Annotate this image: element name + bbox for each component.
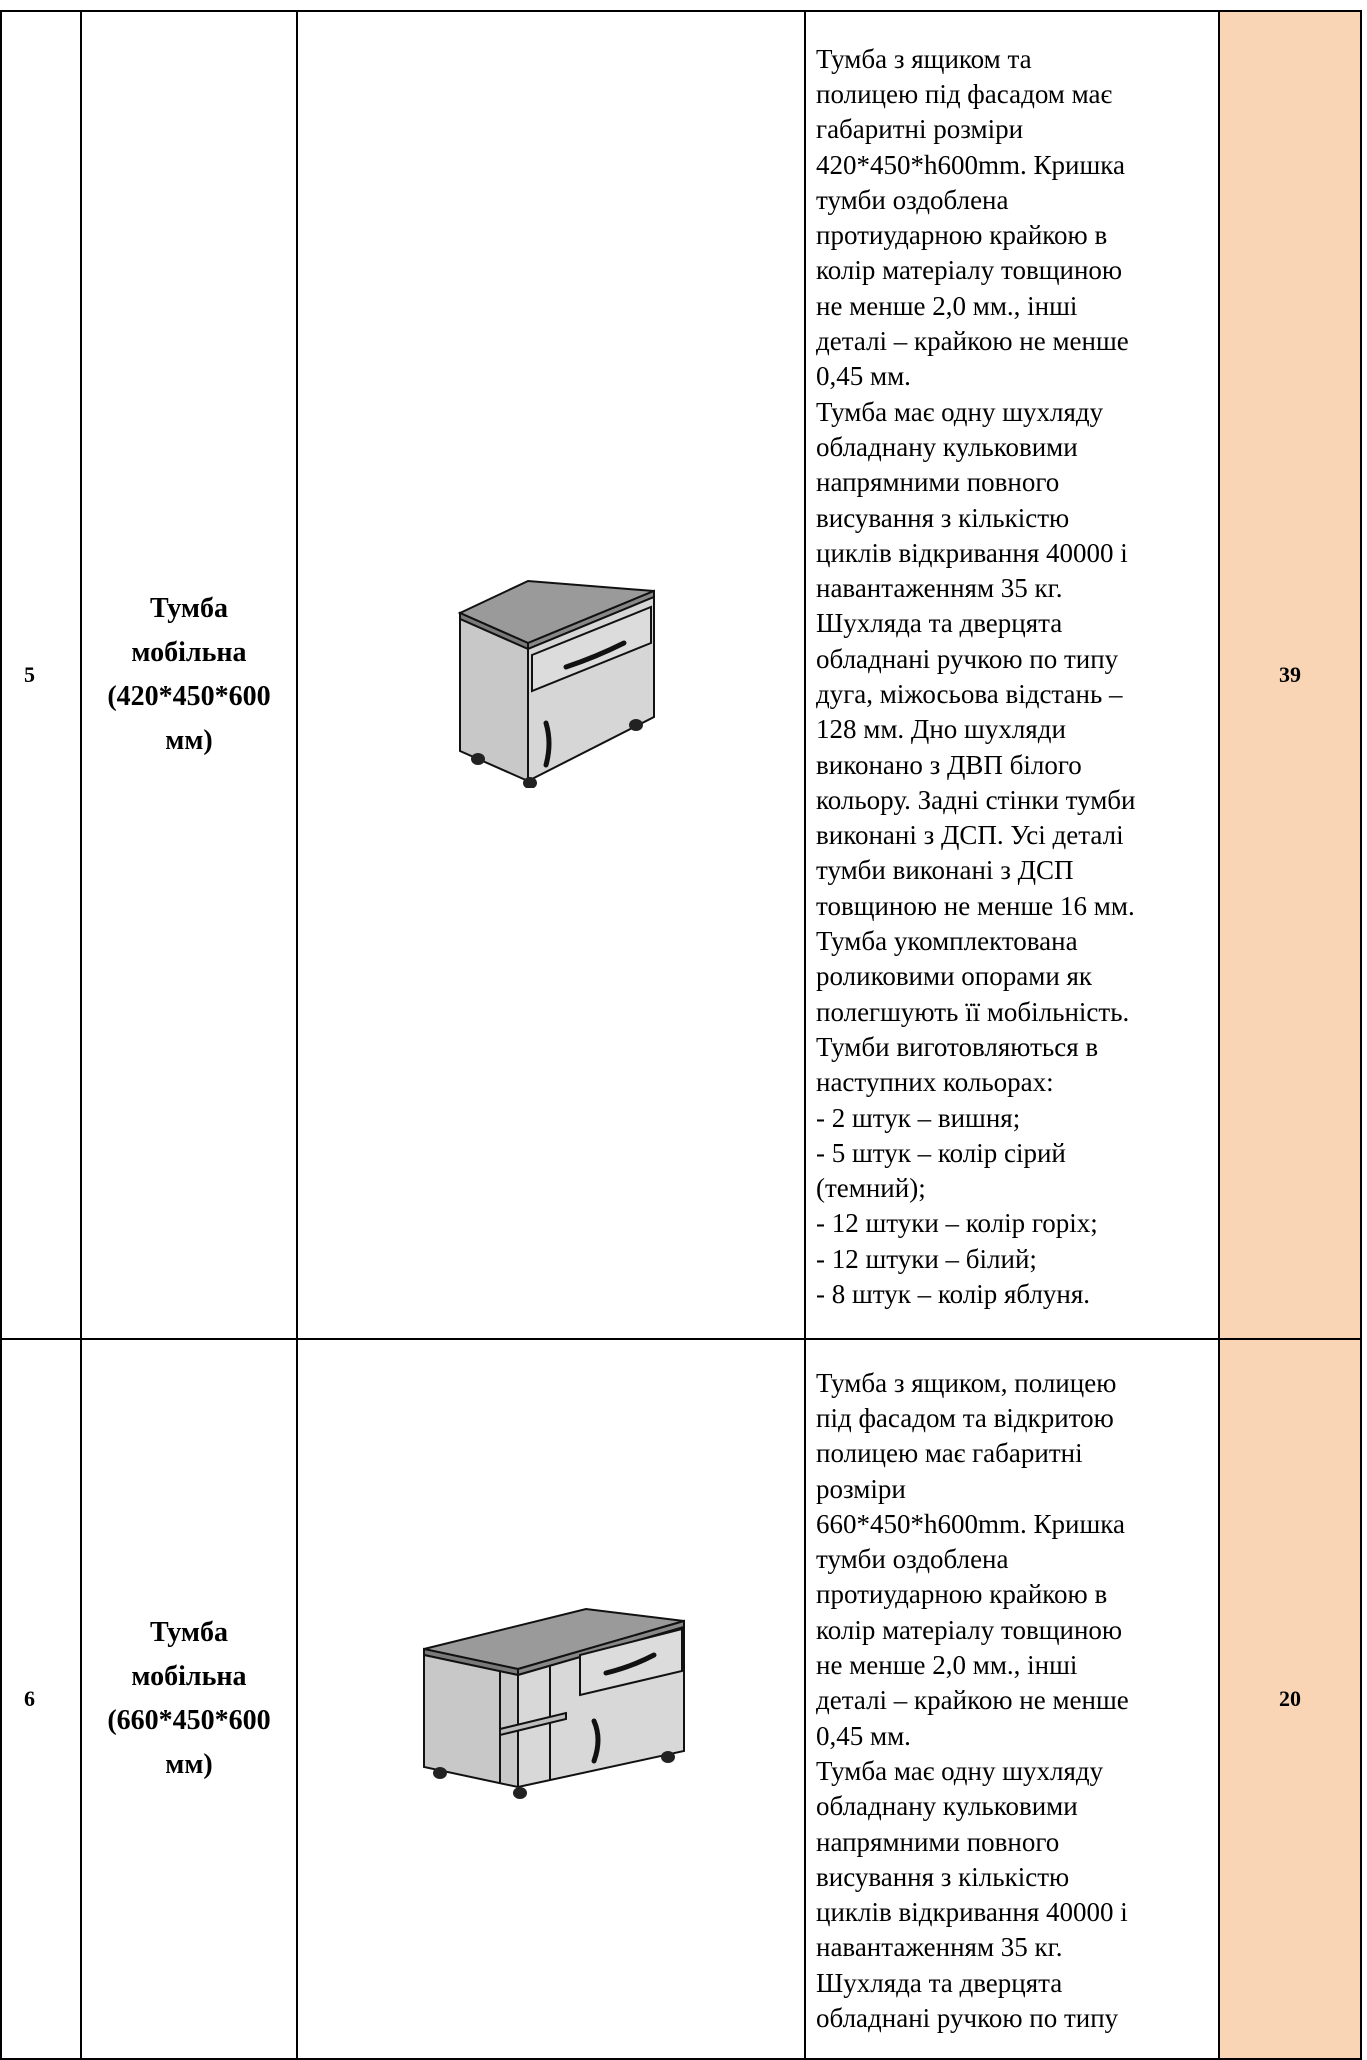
description-line: колір матеріалу товщиною: [816, 255, 1123, 286]
description-line: Тумба з ящиком, полицею: [816, 1367, 1117, 1398]
description-line: Тумба має одну шухляду: [816, 1755, 1104, 1786]
product-name-line: мобільна: [131, 637, 247, 668]
description-line: циклів відкривання 40000 і: [816, 537, 1128, 568]
product-name-line: (420*450*600: [107, 681, 271, 712]
description-line: Тумби виготовляються в: [816, 1031, 1099, 1062]
product-name-line: Тумба: [150, 593, 228, 624]
description-line: висування з кількістю: [816, 502, 1070, 533]
product-image-cell: [297, 1339, 805, 2059]
product-image-cell: [297, 11, 805, 1339]
description-line: 420*450*h600mm. Кришка: [816, 149, 1125, 180]
product-name-line: мобільна: [131, 1661, 247, 1692]
description-line: Тумба має одну шухляду: [816, 396, 1104, 427]
description-line: товщиною не менше 16 мм.: [816, 890, 1135, 921]
description-line: - 12 штуки – колір горіх;: [816, 1208, 1098, 1239]
row-number: 6: [1, 1339, 81, 2059]
table-row-6: [1, 1339, 1361, 2059]
description-line: тумби оздоблена: [816, 1544, 1009, 1575]
description-line: тумби виконані з ДСП: [816, 855, 1074, 886]
product-name-line: мм): [165, 1749, 213, 1780]
description-line: під фасадом та відкритою: [816, 1402, 1114, 1433]
description-line: висування з кількістю: [816, 1861, 1070, 1892]
mobile-pedestal-open-shelf-icon: [416, 1589, 686, 1809]
description-line: циклів відкривання 40000 і: [816, 1897, 1128, 1928]
description-line: протиударною крайкою в: [816, 1579, 1108, 1610]
quantity-cell: 20: [1219, 1339, 1361, 2059]
description-line: полицею під фасадом має: [816, 78, 1113, 109]
description-line: - 12 штуки – білий;: [816, 1243, 1037, 1274]
description-line: габаритні розміри: [816, 114, 1024, 145]
product-description: [805, 1339, 1219, 2059]
description-line: кольору. Задні стінки тумби: [816, 784, 1136, 815]
description-line: полицею має габаритні: [816, 1438, 1083, 1469]
quantity-cell: 39: [1219, 11, 1361, 1339]
description-line: навантаженням 35 кг.: [816, 573, 1063, 604]
description-line: 0,45 мм.: [816, 361, 911, 392]
description-line: протиударною крайкою в: [816, 220, 1108, 251]
description-line: виконані з ДСП. Усі деталі: [816, 820, 1124, 851]
description-line: напрямними повного: [816, 467, 1060, 498]
description-line: 128 мм. Дно шухляди: [816, 714, 1066, 745]
description-line: розміри: [816, 1473, 906, 1504]
description-line: Тумба з ящиком та: [816, 43, 1032, 74]
description-line: обладнані ручкою по типу: [816, 2003, 1119, 2034]
description-line: Шухляда та дверцята: [816, 608, 1063, 639]
product-name-line: (660*450*600: [107, 1705, 271, 1736]
mobile-pedestal-cabinet-icon: [446, 563, 656, 788]
description-line: (темний);: [816, 1173, 926, 1204]
description-line: напрямними повного: [816, 1826, 1060, 1857]
product-name-line: мм): [165, 725, 213, 756]
description-line: 660*450*h600mm. Кришка: [816, 1508, 1125, 1539]
description-line: тумби оздоблена: [816, 184, 1009, 215]
description-line: Тумба укомплектована: [816, 926, 1078, 957]
description-line: не менше 2,0 мм., інші: [816, 290, 1078, 321]
description-line: полегшують її мобільність.: [816, 996, 1130, 1027]
description-line: обладнану кульковими: [816, 431, 1078, 462]
table-row-5: [1, 11, 1361, 1339]
description-line: - 5 штук – колір сірий: [816, 1137, 1066, 1168]
description-line: не менше 2,0 мм., інші: [816, 1650, 1078, 1681]
product-description: [805, 11, 1219, 1339]
description-line: навантаженням 35 кг.: [816, 1932, 1063, 1963]
description-line: колір матеріалу товщиною: [816, 1614, 1123, 1645]
description-line: виконано з ДВП білого: [816, 749, 1082, 780]
description-line: Шухляда та дверцята: [816, 1967, 1063, 1998]
product-name: [81, 1339, 297, 2059]
description-line: роликовими опорами як: [816, 961, 1093, 992]
description-line: обладнані ручкою по типу: [816, 643, 1119, 674]
row-number: 5: [1, 11, 81, 1339]
specification-table: [0, 10, 1362, 2060]
description-line: наступних кольорах:: [816, 1067, 1054, 1098]
description-line: 0,45 мм.: [816, 1720, 911, 1751]
description-line: - 8 штук – колір яблуня.: [816, 1279, 1091, 1310]
product-name: [81, 11, 297, 1339]
description-line: дуга, міжосьова відстань –: [816, 679, 1123, 709]
description-line: деталі – крайкою не менше: [816, 1685, 1129, 1716]
description-line: обладнану кульковими: [816, 1791, 1078, 1822]
description-line: - 2 штук – вишня;: [816, 1102, 1021, 1133]
description-line: деталі – крайкою не менше: [816, 326, 1129, 357]
product-name-line: Тумба: [150, 1617, 228, 1648]
